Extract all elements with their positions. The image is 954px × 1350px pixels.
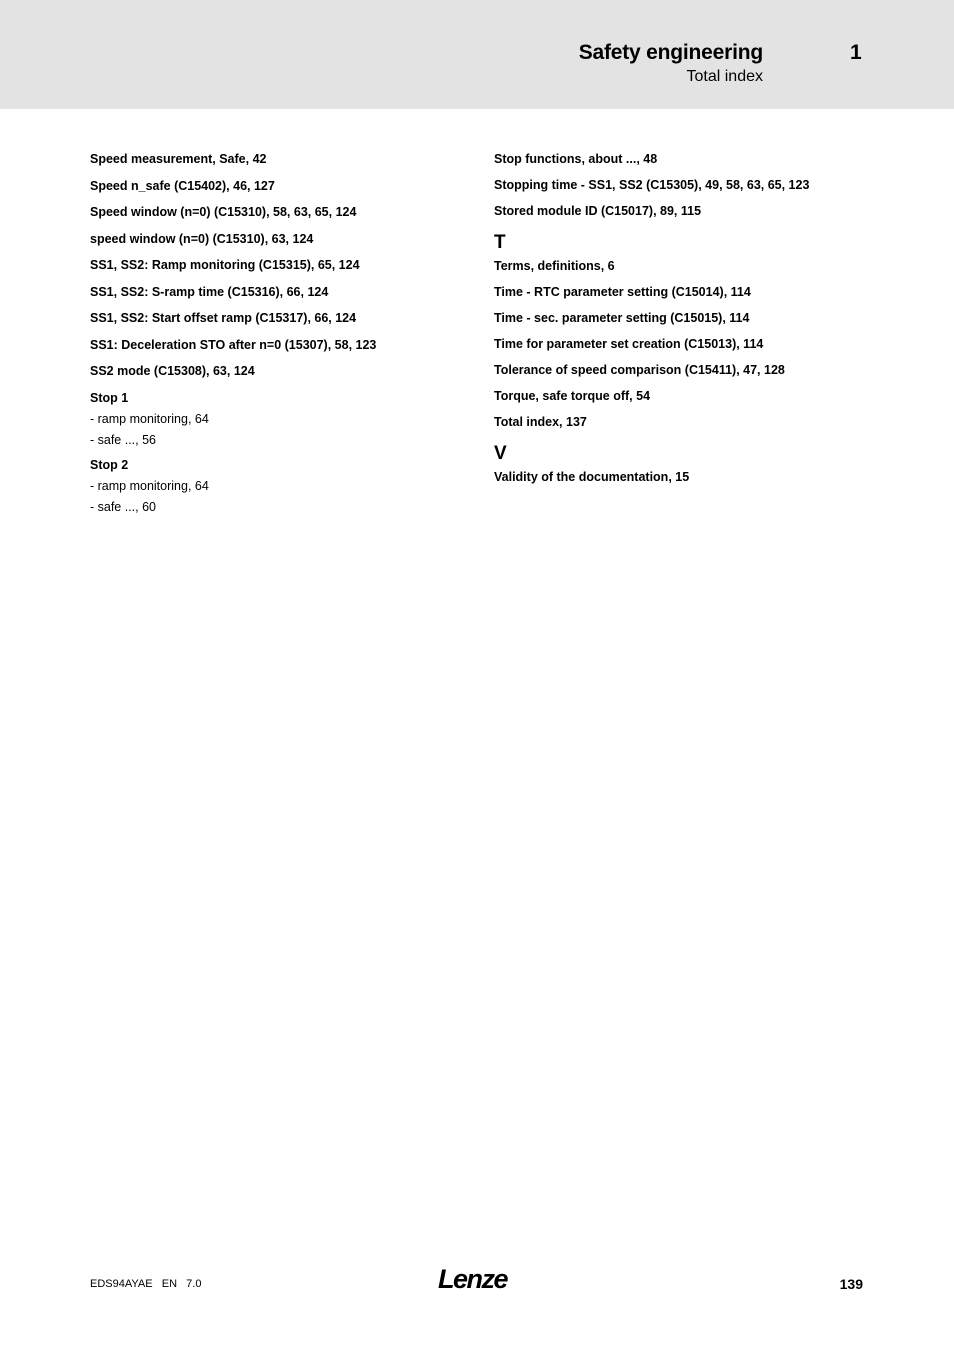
index-letter-heading-t: T	[494, 232, 506, 253]
index-entry: Total index, 137	[494, 415, 587, 429]
index-entry: SS1, SS2: S-ramp time (C15316), 66, 124	[90, 284, 329, 299]
lenze-logo: Lenze	[438, 1264, 508, 1294]
index-entry: SS1, SS2: Start offset ramp (C15317), 66, 124	[90, 311, 357, 325]
index-entry: SS1: Deceleration STO after n=0 (15307), 58, 123	[90, 337, 377, 352]
index-entry: Speed n_safe (C15402), 46, 127	[90, 178, 275, 193]
index-entry: Stop functions, about ..., 48	[494, 152, 658, 166]
index-entry: Validity of the documentation, 15	[494, 470, 690, 484]
page-header	[0, 0, 954, 109]
index-entry: Time - RTC parameter setting (C15014), 114	[494, 285, 751, 299]
header-chapter-number: 1	[850, 41, 862, 64]
index-letter-heading-v: V	[494, 443, 507, 464]
index-subentry: - safe ..., 56	[90, 432, 157, 447]
index-subentry: - ramp monitoring, 64	[90, 478, 209, 493]
index-column-left	[90, 151, 480, 524]
index-entry: Time - sec. parameter setting (C15015), 114	[494, 311, 750, 325]
index-entry: Stored module ID (C15017), 89, 115	[494, 204, 702, 218]
header-subtitle: Total index	[686, 68, 763, 85]
page-number: 139	[839, 1276, 863, 1292]
index-entry: Tolerance of speed comparison (C15411), 47, 128	[494, 363, 785, 377]
index-subentry: - ramp monitoring, 64	[90, 411, 209, 426]
index-entry: Stopping time - SS1, SS2 (C15305), 49, 58, 63, 65, 123	[494, 178, 810, 192]
footer-document-id: EDS94AYAE EN 7.0	[90, 1278, 202, 1290]
index-entry: Torque, safe torque off, 54	[494, 389, 651, 403]
header-title: Safety engineering	[578, 41, 763, 64]
index-entry-stop-1: Stop 1	[90, 390, 129, 405]
index-entry: speed window (n=0) (C15310), 63, 124	[90, 231, 314, 246]
index-entry: Time for parameter set creation (C15013), 114	[494, 337, 764, 351]
index-entry: Speed window (n=0) (C15310), 58, 63, 65, 124	[90, 205, 357, 219]
index-subentry: - safe ..., 60	[90, 499, 157, 514]
index-entry: Terms, definitions, 6	[494, 259, 615, 273]
index-entry: SS2 mode (C15308), 63, 124	[90, 364, 255, 378]
index-entry: SS1, SS2: Ramp monitoring (C15315), 65, 124	[90, 258, 360, 272]
index-entry: Speed measurement, Safe, 42	[90, 152, 267, 166]
index-entry-stop-2: Stop 2	[90, 457, 129, 472]
index-column-right	[494, 151, 914, 495]
